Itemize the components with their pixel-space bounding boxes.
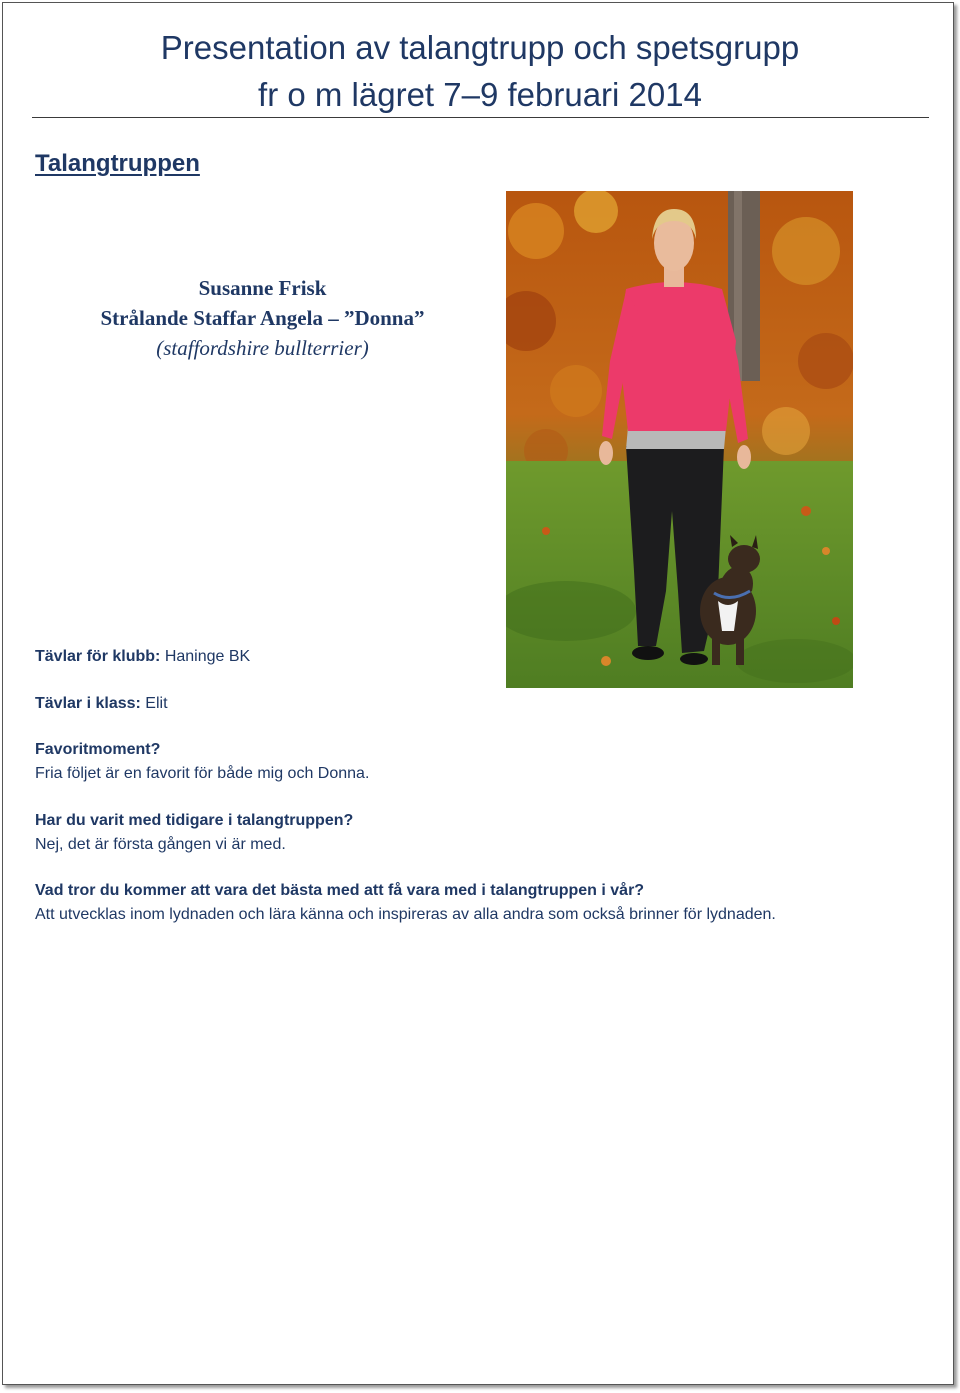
title-divider (32, 117, 929, 118)
answer: Att utvecklas inom lydnaden och lära känna och inspireras av alla andra som också brinner för lydnaden. (35, 906, 776, 923)
club-label: Tävlar för klubb: (35, 648, 161, 665)
title-line-1: Presentation av talangtrupp och spetsgrupp (160, 29, 800, 66)
profile-name: Susanne Frisk (198, 276, 327, 300)
answer: Nej, det är första gången vi är med. (35, 836, 286, 853)
question: Favoritmoment? (35, 741, 161, 758)
section-heading: Talangtruppen (35, 150, 200, 177)
class-fact (35, 692, 168, 716)
class-value: Elit (145, 695, 168, 712)
answer: Fria följet är en favorit för både mig och Donna. (35, 765, 370, 782)
page-title (32, 24, 928, 118)
qa-previous (35, 809, 925, 857)
profile-dog-name: Strålande Staffar Angela – ”Donna” (100, 306, 425, 330)
class-label: Tävlar i klass: (35, 695, 141, 712)
question: Har du varit med tidigare i talangtruppen? (35, 812, 354, 829)
club-value: Haninge BK (164, 648, 251, 665)
question: Vad tror du kommer att vara det bästa med att få vara med i talangtruppen i vår? (35, 882, 645, 899)
qa-best-part (35, 879, 925, 927)
club-fact (35, 645, 250, 669)
person-with-dog-photo (506, 191, 853, 688)
profile-breed: (staffordshire bullterrier) (156, 336, 369, 360)
title-line-2: fr o m lägret 7–9 februari 2014 (258, 76, 702, 113)
qa-favorite (35, 738, 925, 786)
profile-intro (35, 273, 490, 363)
